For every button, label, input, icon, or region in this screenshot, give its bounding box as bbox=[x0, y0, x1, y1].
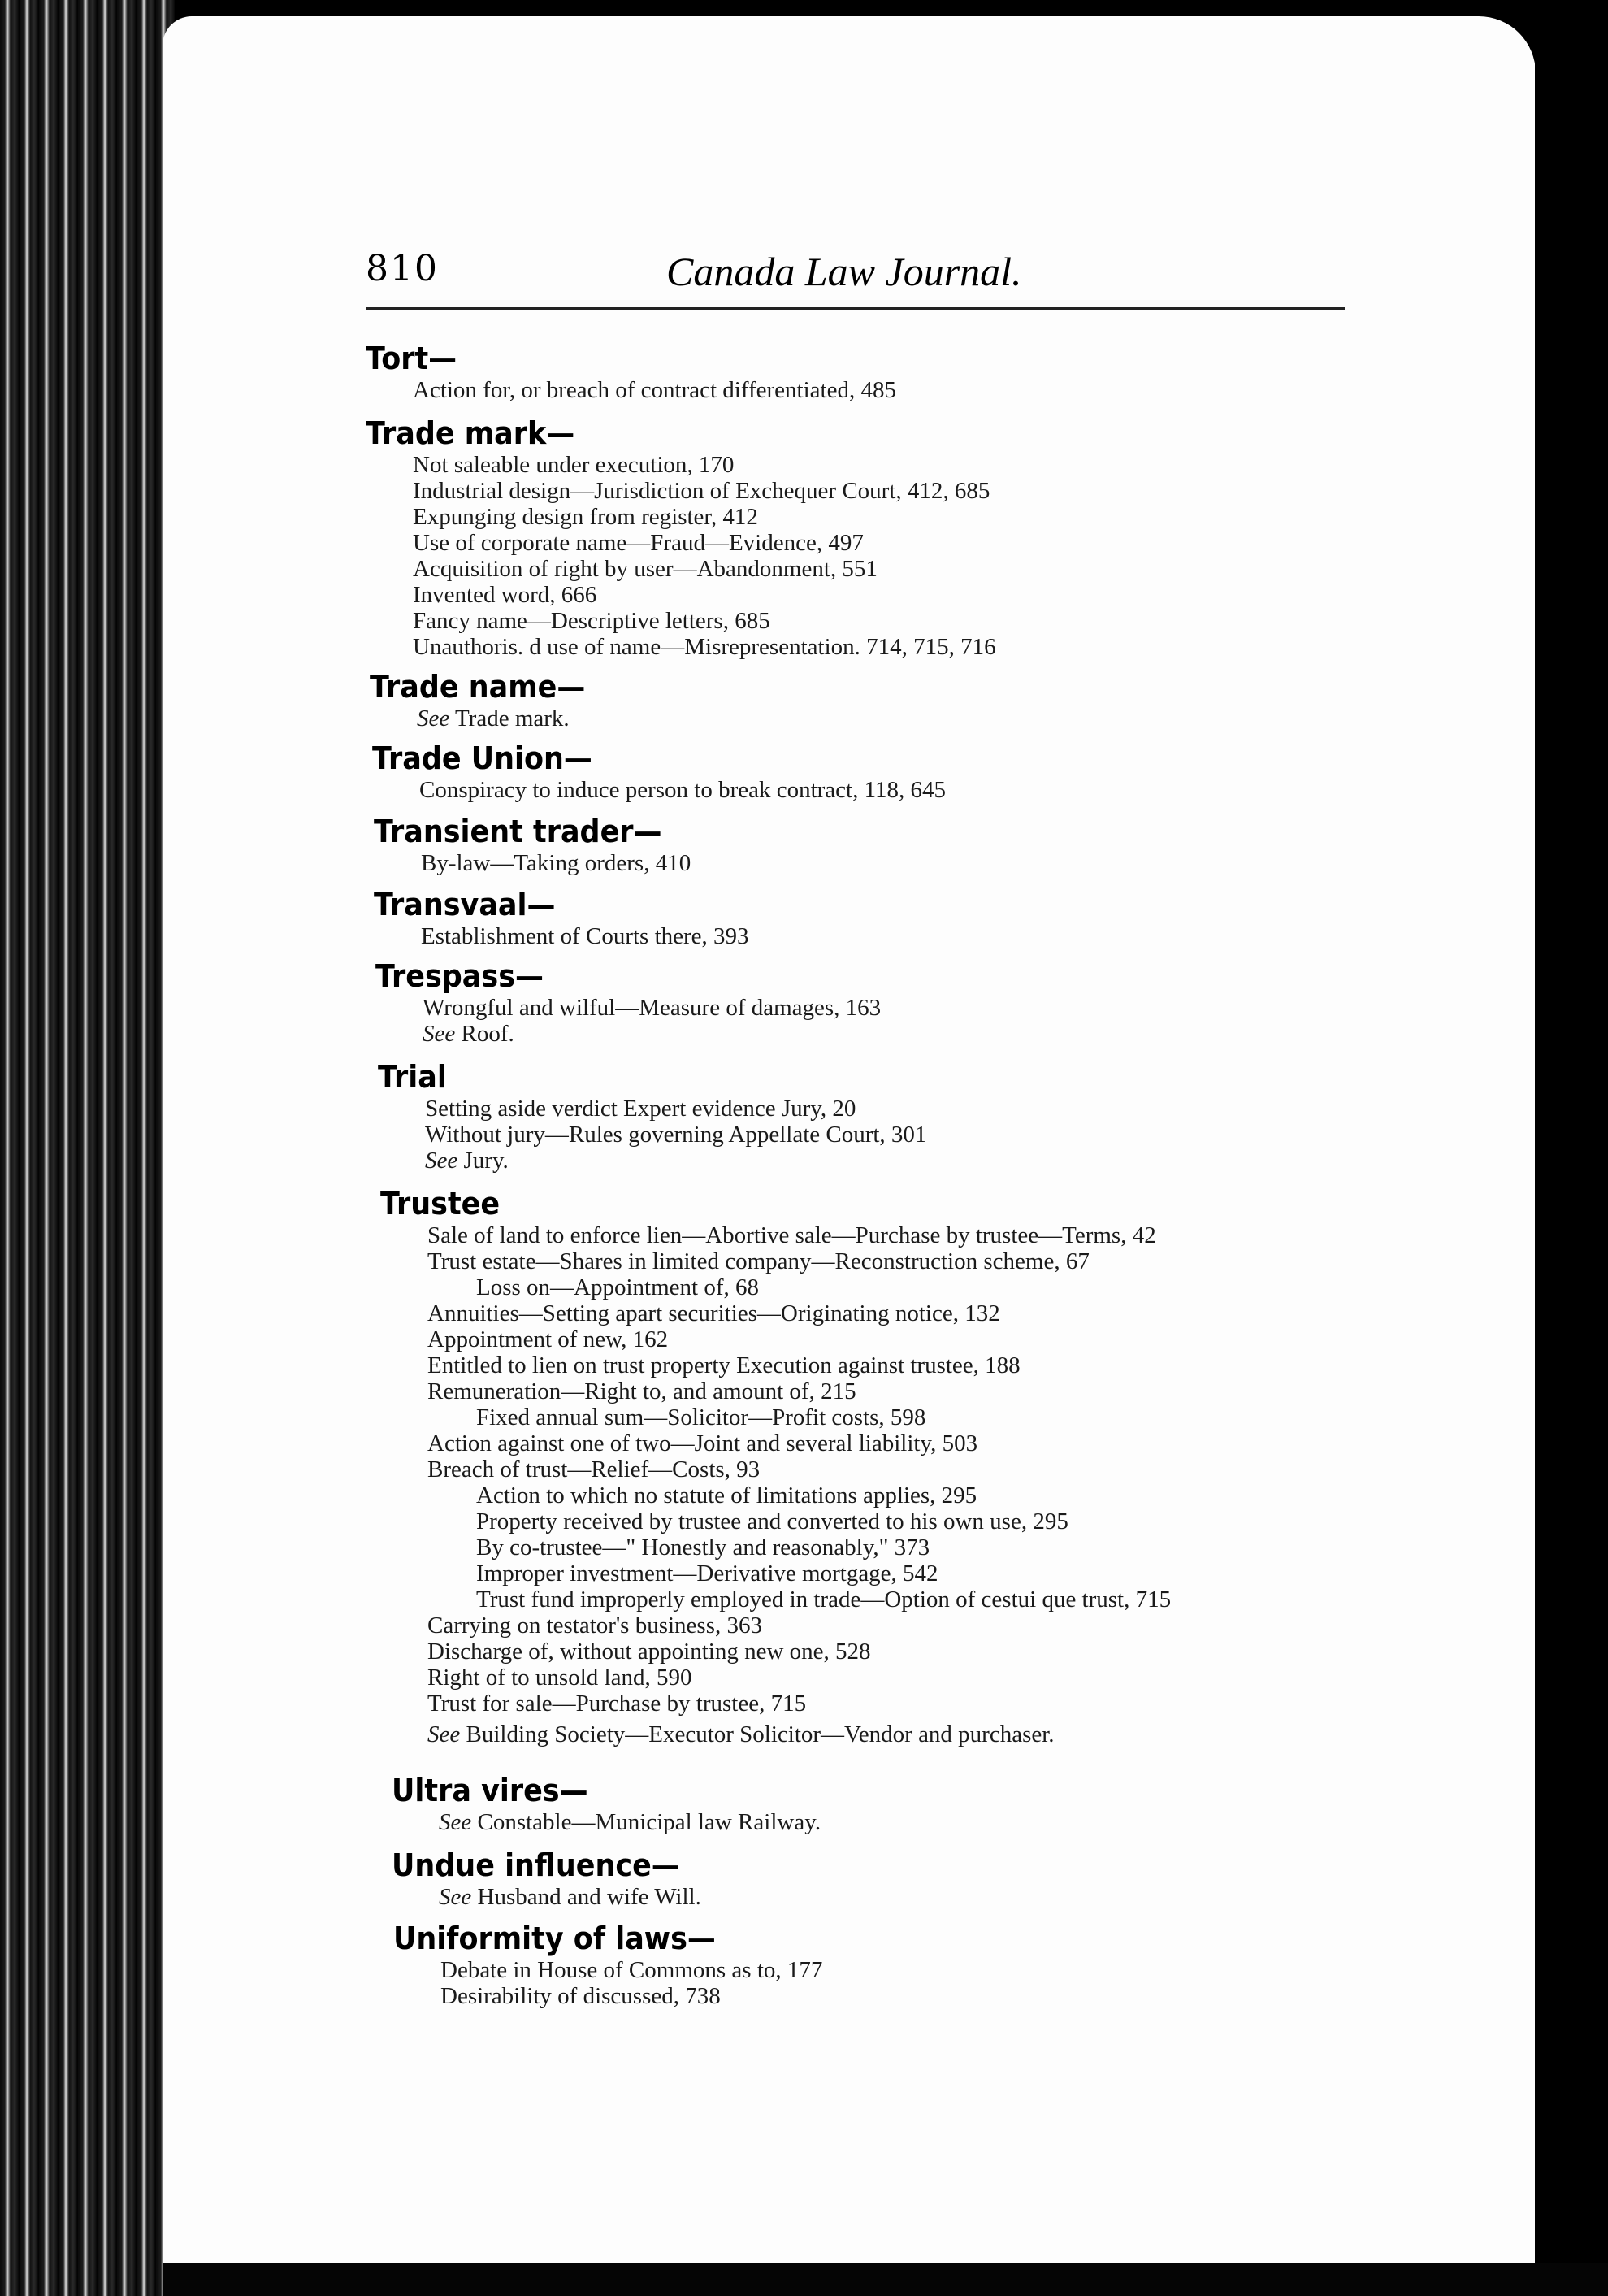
entry-line: Wrongful and wilful—Measure of damages, 163 bbox=[423, 995, 882, 1021]
entry-subline: Trust fund improperly employed in trade—Option of cestui que trust, 715 bbox=[476, 1586, 1172, 1612]
index-entry-transient-trader bbox=[374, 813, 691, 876]
entry-line: Without jury—Rules governing Appellate Court, 301 bbox=[425, 1122, 927, 1148]
index-entry-trespass bbox=[375, 957, 881, 1047]
entry-heading: Undue influence— bbox=[392, 1847, 680, 1883]
see-reference: See Building Society—Executor Solicitor—Vendor and purchaser. bbox=[427, 1721, 1055, 1747]
entry-line: Unauthoris. d use of name—Misrepresentation. 714, 715, 716 bbox=[413, 634, 996, 660]
entry-subline: By co-trustee—" Honestly and reasonably," 373 bbox=[476, 1534, 930, 1560]
entry-line: Sale of land to enforce lien—Abortive sale—Purchase by trustee—Terms, 42 bbox=[427, 1222, 1156, 1248]
entry-line: Remuneration—Right to, and amount of, 215 bbox=[427, 1378, 856, 1404]
index-entry-undue-influence bbox=[392, 1847, 705, 1910]
page-header bbox=[366, 248, 1353, 305]
index-entry-trade-union bbox=[372, 740, 946, 803]
index-entry-transvaal bbox=[374, 886, 749, 949]
entry-heading: Ultra vires— bbox=[392, 1773, 588, 1808]
see-reference: See Husband and wife Will. bbox=[439, 1884, 701, 1910]
scan-bottom-edge bbox=[163, 2263, 1608, 2296]
book-binding-edge bbox=[0, 0, 175, 2296]
entry-line: Use of corporate name—Fraud—Evidence, 497 bbox=[413, 530, 864, 556]
entry-heading: Trespass— bbox=[375, 958, 544, 994]
header-rule bbox=[366, 307, 1345, 310]
entry-line: Setting aside verdict Expert evidence Jury, 20 bbox=[425, 1096, 856, 1122]
entry-heading: Trustee bbox=[380, 1186, 501, 1222]
entry-line: Establishment of Courts there, 393 bbox=[421, 923, 749, 949]
entry-line: Acquisition of right by user—Abandonment, 551 bbox=[413, 556, 878, 582]
entry-line: Not saleable under execution, 170 bbox=[413, 452, 735, 478]
scan-right-edge bbox=[1535, 0, 1608, 2296]
entry-heading: Trade name— bbox=[370, 669, 586, 705]
entry-line: Industrial design—Jurisdiction of Exchequer Court, 412, 685 bbox=[413, 478, 990, 504]
entry-line: Annuities—Setting apart securities—Originating notice, 132 bbox=[427, 1300, 1000, 1326]
entry-line: Discharge of, without appointing new one, 528 bbox=[427, 1638, 871, 1664]
entry-line: Right of to unsold land, 590 bbox=[427, 1664, 692, 1691]
entry-line: Invented word, 666 bbox=[413, 582, 597, 608]
entry-heading: Trade Union— bbox=[372, 740, 592, 776]
entry-line: Trust estate—Shares in limited company—Reconstruction scheme, 67 bbox=[427, 1248, 1090, 1274]
entry-line: Expunging design from register, 412 bbox=[413, 504, 758, 530]
entry-subline: Improper investment—Derivative mortgage, 542 bbox=[476, 1560, 938, 1586]
entry-line: Desirability of discussed, 738 bbox=[440, 1983, 721, 2009]
entry-subline: Action to which no statute of limitations applies, 295 bbox=[476, 1482, 977, 1508]
page-number: 810 bbox=[366, 248, 439, 289]
entry-line: Fancy name—Descriptive letters, 685 bbox=[413, 608, 770, 634]
entry-heading: Transvaal— bbox=[374, 887, 556, 922]
journal-title: Canada Law Journal. bbox=[666, 249, 1022, 294]
entry-heading: Trade mark— bbox=[366, 415, 575, 451]
index-entry-trustee bbox=[380, 1185, 1171, 1747]
entry-line: Action against one of two—Joint and several liability, 503 bbox=[427, 1430, 978, 1456]
entry-heading: Uniformity of laws— bbox=[393, 1921, 716, 1956]
index-entry-uniformity-of-laws bbox=[393, 1920, 822, 2009]
entry-line: Debate in House of Commons as to, 177 bbox=[440, 1957, 823, 1983]
entry-line: Carrying on testator's business, 363 bbox=[427, 1612, 762, 1638]
entry-subline: Loss on—Appointment of, 68 bbox=[476, 1274, 759, 1300]
entry-line: Entitled to lien on trust property Execution against trustee, 188 bbox=[427, 1352, 1021, 1378]
entry-heading: Trial bbox=[378, 1059, 447, 1095]
entry-line: Breach of trust—Relief—Costs, 93 bbox=[427, 1456, 761, 1482]
entry-line: Action for, or breach of contract differentiated, 485 bbox=[413, 377, 896, 403]
see-reference: See Roof. bbox=[423, 1021, 514, 1047]
index-entry-trade-mark bbox=[366, 414, 996, 660]
entry-subline: Fixed annual sum—Solicitor—Profit costs, 598 bbox=[476, 1404, 926, 1430]
see-reference: See Constable—Municipal law Railway. bbox=[439, 1809, 821, 1835]
entry-line: Conspiracy to induce person to break contract, 118, 645 bbox=[419, 777, 947, 803]
see-reference: See Trade mark. bbox=[417, 705, 570, 731]
index-entry-ultra-vires bbox=[392, 1772, 821, 1835]
entry-subline: Property received by trustee and converted to his own use, 295 bbox=[476, 1508, 1068, 1534]
entry-heading: Tort— bbox=[366, 341, 457, 376]
index-entry-trial bbox=[378, 1058, 926, 1174]
index-entry-trade-name bbox=[370, 668, 604, 731]
entry-line: Appointment of new, 162 bbox=[427, 1326, 669, 1352]
entry-line: Trust for sale—Purchase by trustee, 715 bbox=[427, 1691, 807, 1717]
entry-line: By-law—Taking orders, 410 bbox=[421, 850, 691, 876]
see-reference: See Jury. bbox=[425, 1148, 509, 1174]
entry-heading: Transient trader— bbox=[374, 814, 662, 849]
index-entry-tort bbox=[366, 340, 896, 403]
